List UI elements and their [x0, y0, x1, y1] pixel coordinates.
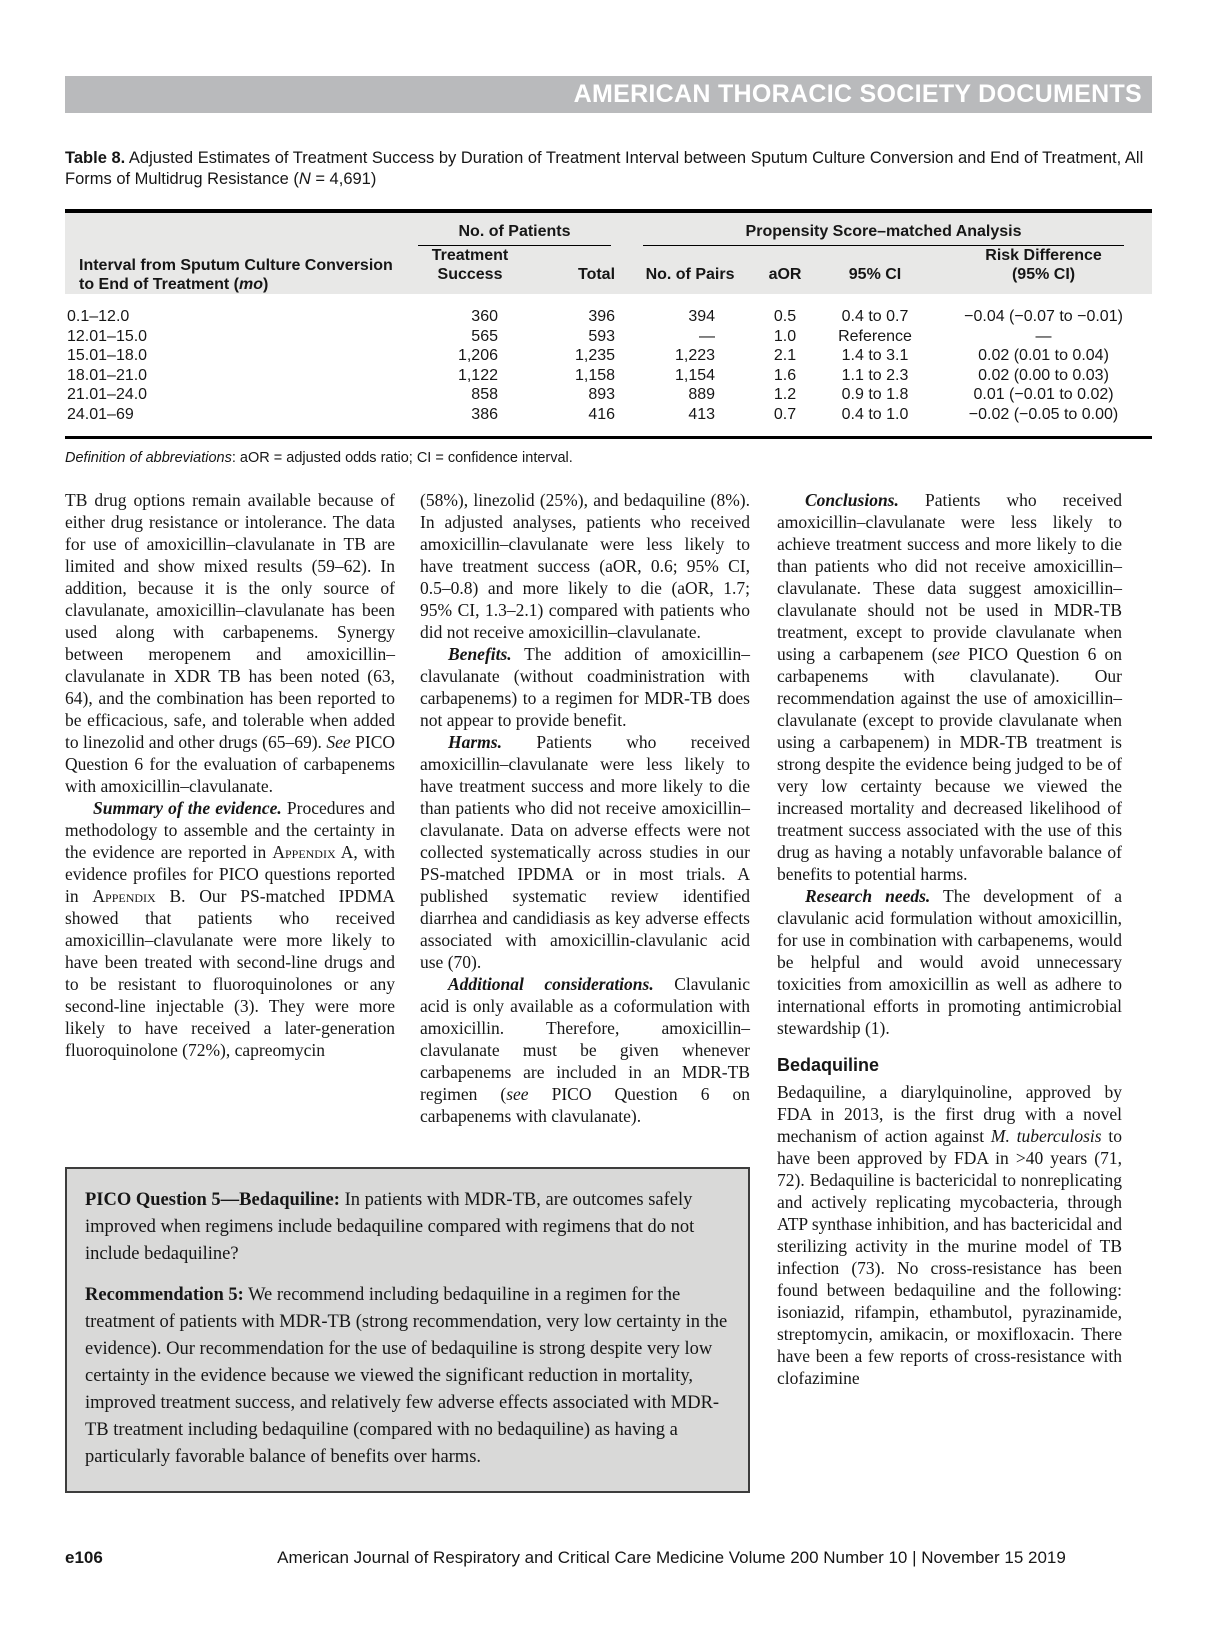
- table-caption-label: Table 8.: [65, 149, 126, 167]
- cell-risk: —: [1035, 327, 1052, 345]
- cell-interval: 12.01–15.0: [67, 327, 148, 345]
- table-caption: [65, 148, 1152, 190]
- section-heading-bedaquiline: Bedaquiline: [777, 1055, 880, 1075]
- cell-ci: 0.4 to 0.7: [841, 308, 909, 325]
- cell-aor: 2.1: [773, 347, 797, 364]
- header-interval-text: Interval from Sputum Culture Conversion to End of Treatment (: [79, 257, 393, 293]
- table-group-header-row: [65, 211, 1152, 246]
- cell-total: 1,235: [574, 347, 616, 364]
- cell-total: 416: [588, 405, 616, 423]
- article-body: [65, 489, 1152, 1493]
- pico-recommendation: Recommendation 5: We recommend including bedaquiline in a regimen for the treatment of patients with MDR-TB (strong recommendation, very low certainty in the evidence). Our recommendation for the use of bedaquiline is strong despite very low certainty in the evidence because we viewed the significant reduction in mortality, improved treatment success, and relatively few adverse effects associated with MDR-TB treatment including bedaquiline (compared with no bedaquiline) as having a particularly favorable balance of benefits over harms.: [85, 1285, 728, 1467]
- table-row: [65, 385, 1152, 405]
- header-interval-unit: mo: [239, 276, 263, 293]
- paragraph: TB drug options remain available because of either drug resistance or intolerance. The data for use of amoxicillin–clavulanate in TB are limited and show mixed results (59–62). In addition, because it is the only source of clavulanate, amoxicillin–clavulanate has been used along with carbapenems. Synergy between meropenem and amoxicillin–clavulanate in XDR TB has been noted (63, 64), and the combination has been reported to be efficacious, safe, and tolerable when added to linezolid and other drugs (65–69). See PICO Question 6 for the evaluation of carbapenems with amoxicillin–clavulanate.: [65, 490, 395, 796]
- journal-citation: American Journal of Respiratory and Critical Care Medicine Volume 200 Number 10 | November 15 2019: [277, 1548, 1066, 1567]
- page-number: e106: [65, 1548, 103, 1567]
- table-row: [65, 346, 1152, 366]
- cell-total: 893: [588, 386, 616, 403]
- cell-ci: 1.4 to 3.1: [841, 347, 909, 364]
- table-caption-n-value: = 4,691): [310, 170, 377, 188]
- col-group-propensity: [625, 211, 1152, 246]
- cell-interval: 21.01–24.0: [67, 386, 148, 403]
- cell-pairs: 394: [688, 308, 716, 325]
- cell-risk: −0.04 (−0.07 to −0.01): [964, 308, 1123, 325]
- cell-total: 396: [588, 308, 616, 325]
- header-interval: [65, 211, 410, 294]
- cell-aor: 0.5: [773, 308, 797, 325]
- cell-risk: 0.01 (−0.01 to 0.02): [973, 386, 1114, 403]
- cell-aor: 1.2: [773, 386, 797, 403]
- paragraph: Research needs. The development of a clavulanic acid formulation without amoxicillin, for use in combination with carbapenems, would be helpful and would avoid unnecessary toxicities from amoxicillin as well as adhere to international efforts in promoting antimicrobial stewardship (1).: [777, 886, 1123, 1038]
- header-aor: aOR: [755, 246, 815, 294]
- cell-pairs: —: [699, 327, 716, 345]
- col-group-patients-label: No. of Patients: [418, 222, 611, 246]
- paragraph: Benefits. The addition of amoxicillin–clavulanate (without coadministration with carbapenems) to a regimen for MDR-TB does not appear to provide benefit.: [420, 644, 750, 730]
- paragraph: Harms. Patients who received amoxicillin–clavulanate were less likely to have treatment success and more likely to die than patients who did not receive amoxicillin–clavulanate. Data on adverse effects were not collected systematically across studies in our PS-matched IPDMA or in most trials. A published systematic review identified diarrhea and candidiasis as key adverse effects associated with amoxicillin-clavulanic acid use (70).: [420, 732, 750, 972]
- table-row: [65, 405, 1152, 438]
- header-treatment-success: Treatment Success: [410, 246, 530, 294]
- cell-success: 565: [471, 327, 498, 345]
- paragraph: Conclusions. Patients who received amoxicillin–clavulanate were less likely to achieve treatment success and more likely to die than patients who did not receive amoxicillin–clavulanate. These data suggest amoxicillin–clavulanate should not be used in MDR-TB treatment, except to provide clavulanate when using a carbapenem (see PICO Question 6 on carbapenems with clavulanate). Our recommendation against the use of amoxicillin–clavulanate (except to provide clavulanate when using a carbapenem) in MDR-TB treatment is strong despite the evidence being judged to be of very low certainty because we viewed the increased mortality and decreased likelihood of treatment success associated with the use of this drug as having a notably unfavorable balance of benefits to potential harms.: [777, 490, 1122, 884]
- paragraph: Additional considerations. Clavulanic acid is only available as a coformulation with amoxicillin. Therefore, amoxicillin–clavulanate must be given whenever carbapenems are included in an MDR-TB regimen (see PICO Question 6 on carbapenems with clavulanate).: [420, 974, 750, 1126]
- cell-ci: Reference: [838, 327, 912, 345]
- col-group-patients: [410, 211, 625, 246]
- header-total: Total: [530, 246, 625, 294]
- header-pairs: No. of Pairs: [625, 246, 755, 294]
- cell-aor: 0.7: [773, 405, 797, 423]
- header-risk-line1: Risk Difference: [985, 247, 1102, 264]
- cell-ci: 0.4 to 1.0: [841, 405, 909, 423]
- banner-title: AMERICAN THORACIC SOCIETY DOCUMENTS: [573, 80, 1142, 108]
- cell-ci: 0.9 to 1.8: [841, 386, 909, 403]
- table-row: [65, 327, 1152, 347]
- left-column-wrap: [65, 489, 750, 1493]
- cell-ci: 1.1 to 2.3: [841, 366, 909, 384]
- text-column-1: [65, 489, 395, 1127]
- footnote-abbrev-label: Definition of abbreviations: [65, 450, 232, 466]
- footnote-abbrev-text: : aOR = adjusted odds ratio; CI = confidence interval.: [231, 450, 573, 466]
- cell-pairs: 1,223: [674, 347, 716, 364]
- cell-pairs: 413: [688, 405, 716, 423]
- cell-risk: 0.02 (0.01 to 0.04): [978, 347, 1109, 364]
- text-column-2: [420, 489, 750, 1127]
- table-8: [65, 209, 1152, 439]
- cell-pairs: 1,154: [674, 366, 716, 384]
- cell-success: 386: [471, 405, 498, 423]
- cell-success: 1,206: [457, 347, 498, 364]
- two-column-text: [65, 489, 750, 1127]
- table-caption-text: Adjusted Estimates of Treatment Success by Duration of Treatment Interval between Sputum Culture Conversion and End of Treatment, All Forms of Multidrug Resistance (: [65, 149, 1144, 188]
- cell-pairs: 889: [688, 386, 716, 403]
- table-header: [65, 211, 1152, 294]
- cell-success: 1,122: [457, 366, 498, 384]
- table-row: [65, 366, 1152, 386]
- cell-aor: 1.6: [773, 366, 797, 384]
- cell-risk: 0.02 (0.00 to 0.03): [978, 366, 1109, 384]
- table-body: [65, 294, 1152, 438]
- header-ci: 95% CI: [815, 246, 935, 294]
- cell-total: 1,158: [574, 366, 616, 384]
- cell-interval: 24.01–69: [67, 405, 134, 423]
- cell-interval: 15.01–18.0: [67, 347, 148, 364]
- pico-question: PICO Question 5—Bedaquiline: In patients with MDR-TB, are outcomes safely improved when regimens include bedaquiline compared with regimens that do not include bedaquiline?: [85, 1190, 695, 1264]
- header-interval-close: ): [263, 276, 269, 293]
- page-footer: [65, 1548, 1152, 1568]
- col-group-propensity-label: Propensity Score–matched Analysis: [643, 222, 1124, 246]
- cell-total: 593: [588, 327, 616, 345]
- cell-risk: −0.02 (−0.05 to 0.00): [968, 405, 1119, 423]
- table-footnote: [65, 449, 1152, 467]
- text-column-3: [777, 489, 1122, 1493]
- table-row: [65, 294, 1152, 327]
- paragraph: Summary of the evidence. Procedures and methodology to assemble and the certainty in the evidence are reported in Appendix A, with evidence profiles for PICO questions reported in Appendix B. Our PS-matched IPDMA showed that patients who received amoxicillin–clavulanate were more likely to have been treated with second-line drugs and to be resistant to fluoroquinolones or any second-line injectable (3). They were more likely to have received a later-generation fluoroquinolone (72%), capreomycin: [65, 798, 395, 1060]
- header-banner: [65, 76, 1152, 113]
- pico-question-box: [65, 1167, 750, 1493]
- cell-interval: 0.1–12.0: [67, 308, 130, 325]
- cell-interval: 18.01–21.0: [67, 366, 148, 384]
- paragraph: (58%), linezolid (25%), and bedaquiline (8%). In adjusted analyses, patients who received amoxicillin–clavulanate were less likely to have treatment success (aOR, 0.6; 95% CI, 0.5–0.8) and more likely to die (aOR, 1.7; 95% CI, 1.3–2.1) compared with patients who did not receive amoxicillin–clavulanate.: [420, 490, 750, 642]
- cell-success: 360: [471, 308, 498, 325]
- header-risk-line2: (95% CI): [1011, 266, 1076, 283]
- cell-aor: 1.0: [773, 327, 797, 345]
- paragraph: Bedaquiline, a diarylquinoline, approved by FDA in 2013, is the first drug with a novel mechanism of action against M. tuberculosis to have been approved by FDA in >40 years (71, 72). Bedaquiline is bactericidal to nonreplicating and actively replicating mycobacteria, through ATP synthase inhibition, and has bactericidal and sterilizing activity in the murine model of TB infection (73). No cross-resistance has been found between bedaquiline and the following: isoniazid, rifampin, ethambutol, pyrazinamide, streptomycin, amikacin, or moxifloxacin. There have been a few reports of cross-resistance with clofazimine: [777, 1082, 1122, 1388]
- cell-success: 858: [471, 386, 498, 403]
- table-caption-n: N: [298, 170, 311, 188]
- header-risk-difference: [935, 246, 1152, 294]
